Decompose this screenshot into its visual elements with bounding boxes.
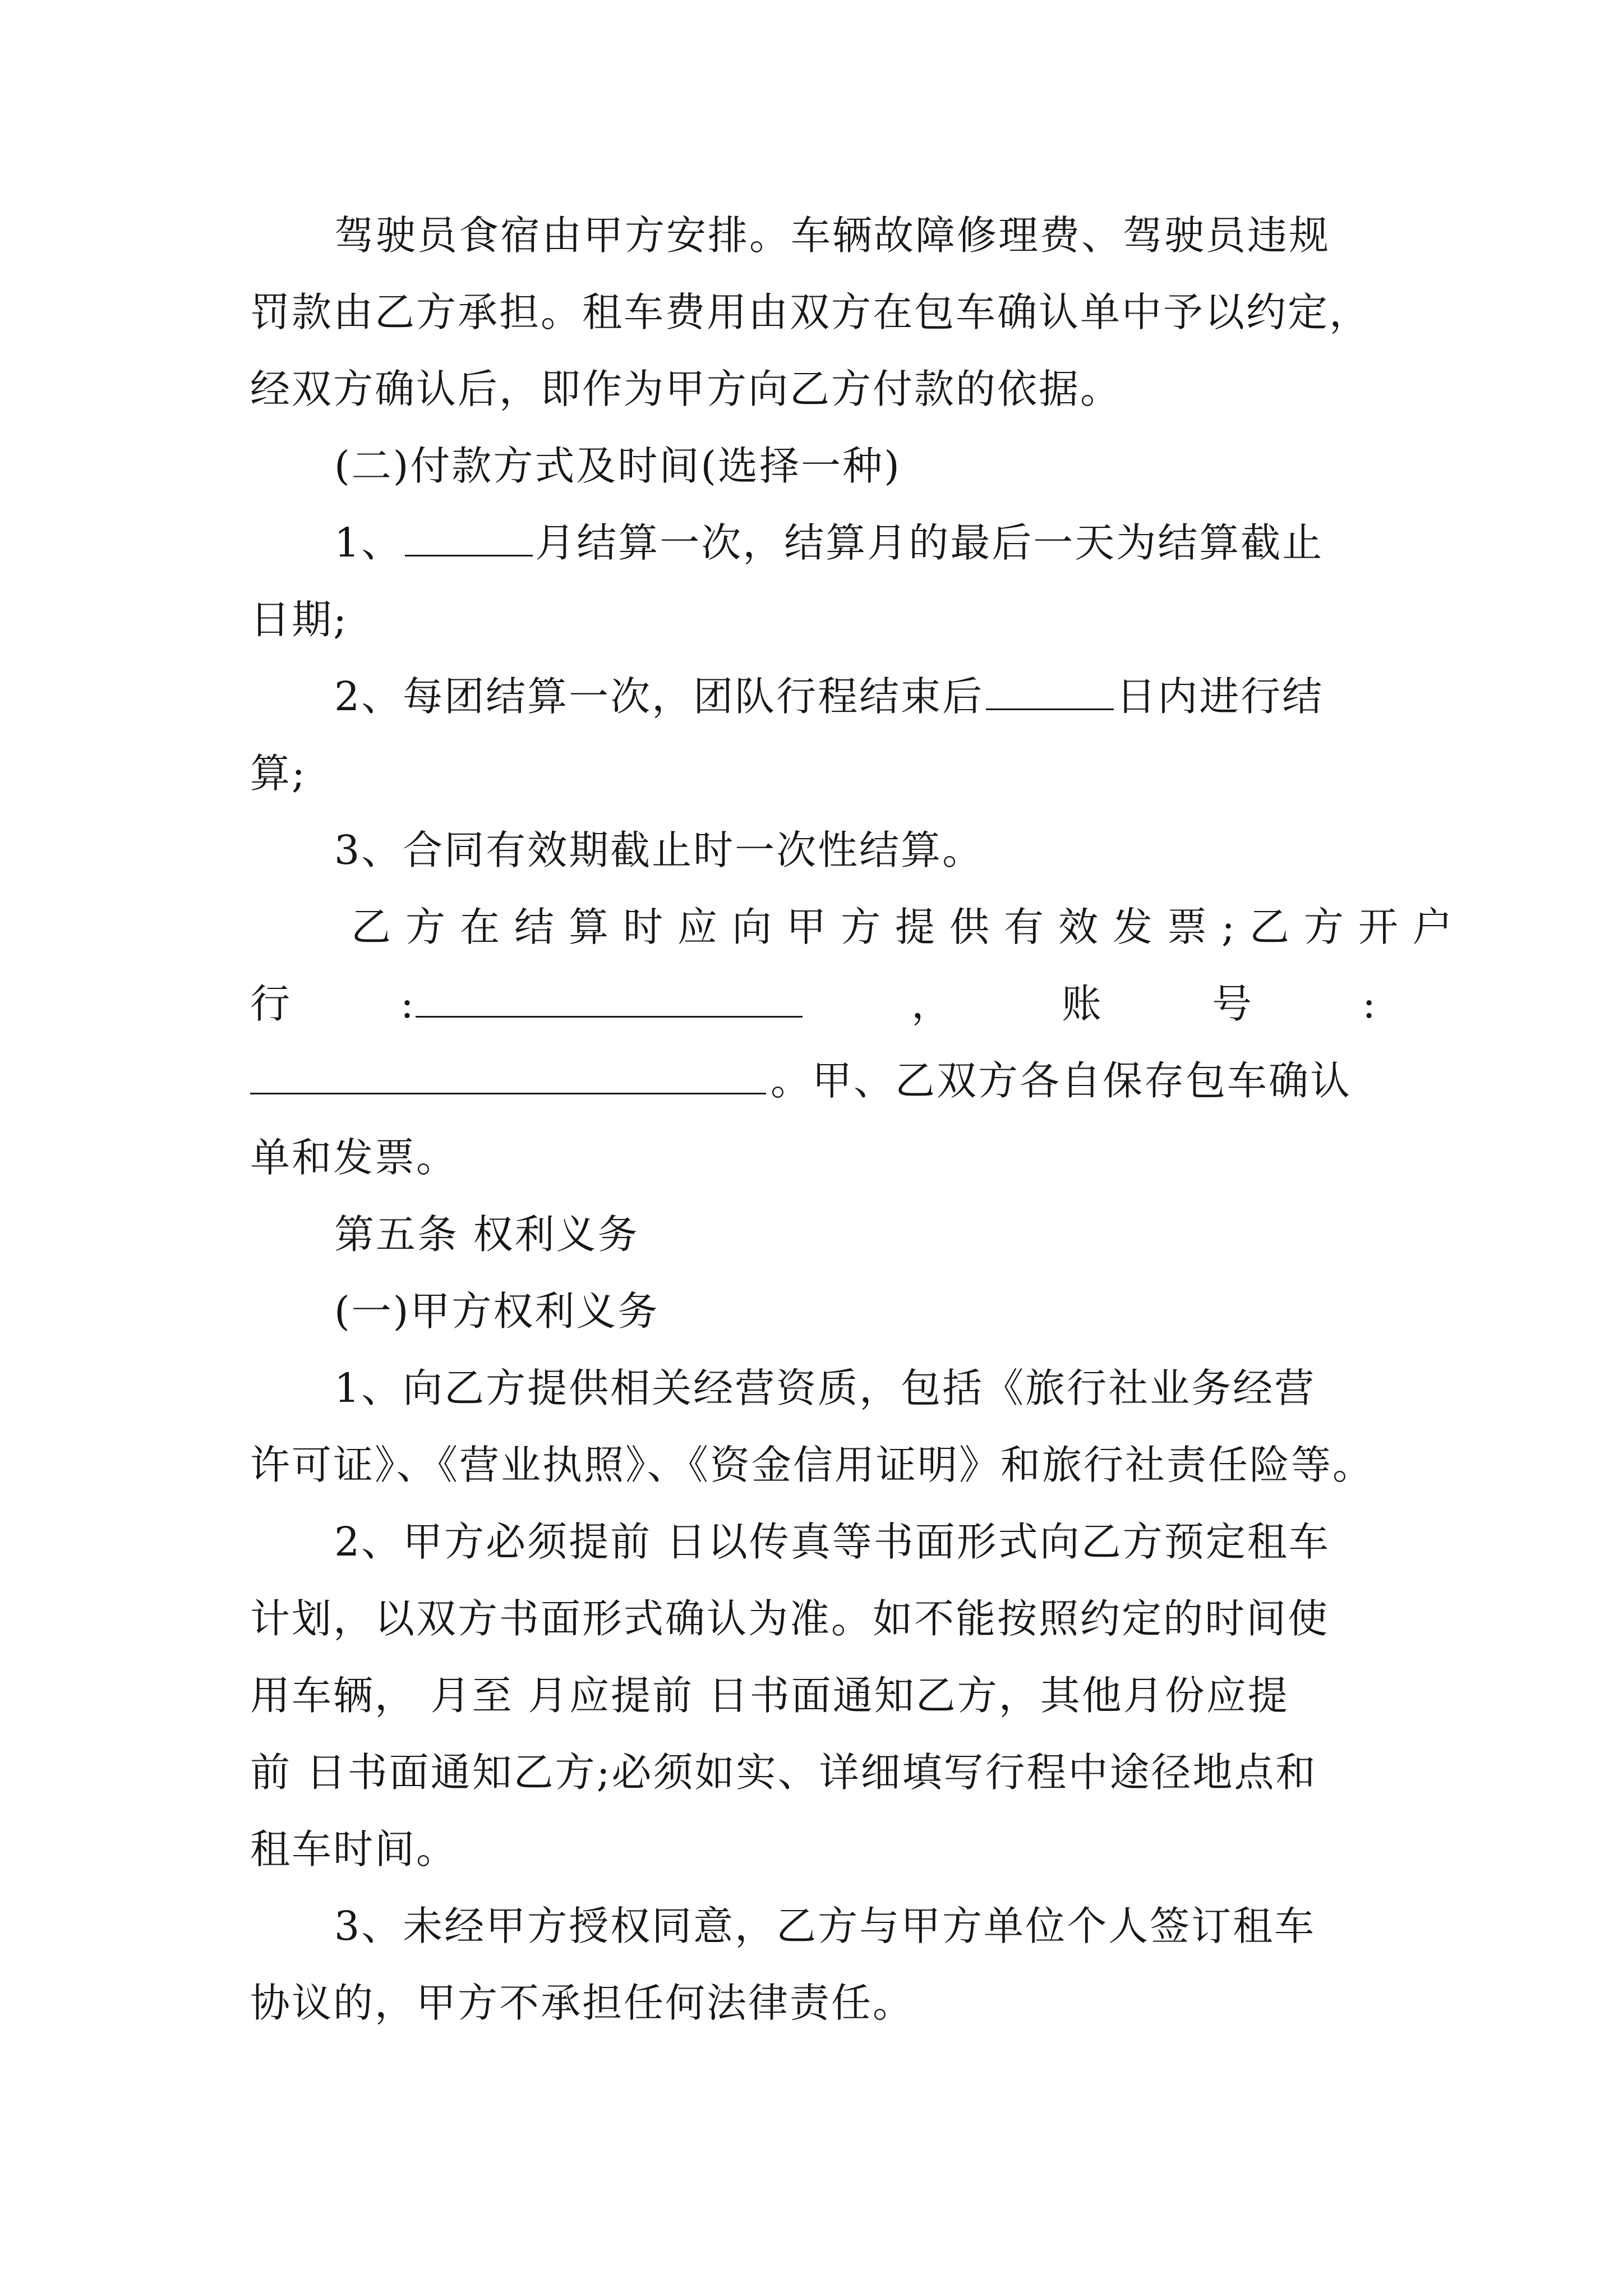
paragraph-line: 罚款由乙方承担。租车费用由双方在包车确认单中予以约定，: [250, 289, 1371, 335]
paragraph-line: 1、向乙方提供相关经营资质，包括《旅行社业务经营: [334, 1365, 1316, 1411]
line-text: 行: [250, 981, 292, 1027]
line-text: 账: [1062, 981, 1104, 1027]
fill-in-blank: [986, 674, 1114, 710]
bank-blank-group: [400, 976, 803, 1032]
paragraph-line: 乙方在结算时应向甲方提供有效发票;乙方开户: [351, 904, 1467, 950]
paragraph-line: [334, 515, 1461, 571]
line-text: 日内进行结: [1116, 673, 1324, 720]
comma: ，: [911, 981, 953, 1027]
line-text: 2、每团结算一次，团队行程结束后: [334, 673, 984, 720]
paragraph-line: 协议的，甲方不承担任何法律责任。: [250, 1980, 915, 2026]
paragraph-line: 许可证》、《营业执照》、《资金信用证明》和旅行社责任险等。: [250, 1442, 1375, 1488]
fill-in-blank: [416, 981, 803, 1018]
paragraph-line: 算;: [250, 750, 307, 797]
fill-in-blank: [250, 1058, 766, 1094]
fill-in-blank: [405, 520, 533, 556]
paragraph-line: 用车辆， 月至 月应提前 日书面通知乙方，其他月份应提: [250, 1672, 1289, 1719]
paragraph-line: 日期;: [250, 596, 348, 643]
section-heading: (一)甲方权利义务: [334, 1288, 660, 1335]
paragraph-line: 驾驶员食宿由甲方安排。车辆故障修理费、驾驶员违规: [334, 212, 1331, 259]
line-text: 月结算一次，结算月的最后一天为结算截止: [535, 519, 1324, 566]
paragraph-line: 租车时间。: [250, 1826, 458, 1872]
article-heading: 第五条 权利义务: [334, 1211, 639, 1258]
list-number: 1、: [334, 519, 403, 566]
paragraph-line: 计划，以双方书面形式确认为准。如不能按照约定的时间使: [250, 1595, 1330, 1642]
section-heading: (二)付款方式及时间(选择一种): [334, 443, 901, 489]
colon: :: [400, 981, 416, 1027]
line-text: 。甲、乙双方各自保存包车确认: [771, 1057, 1352, 1104]
paragraph-line: 3、未经甲方授权同意，乙方与甲方单位个人签订租车: [334, 1903, 1316, 1949]
paragraph-line: 3、合同有效期截止时一次性结算。: [334, 827, 984, 873]
paragraph-line: 前 日书面通知乙方;必须如实、详细填写行程中途径地点和: [250, 1749, 1317, 1796]
paragraph-line: 经双方确认后，即作为甲方向乙方付款的依据。: [250, 366, 1122, 412]
paragraph-line: [334, 669, 1461, 725]
paragraph-line: 2、甲方必须提前 日以传真等书面形式向乙方预定租车: [334, 1519, 1330, 1565]
colon: :: [1362, 981, 1377, 1027]
bank-account-line: [250, 976, 1377, 1032]
paragraph-line: [250, 1053, 1377, 1109]
line-text: 号: [1212, 981, 1254, 1027]
paragraph-line: 单和发票。: [250, 1134, 458, 1181]
